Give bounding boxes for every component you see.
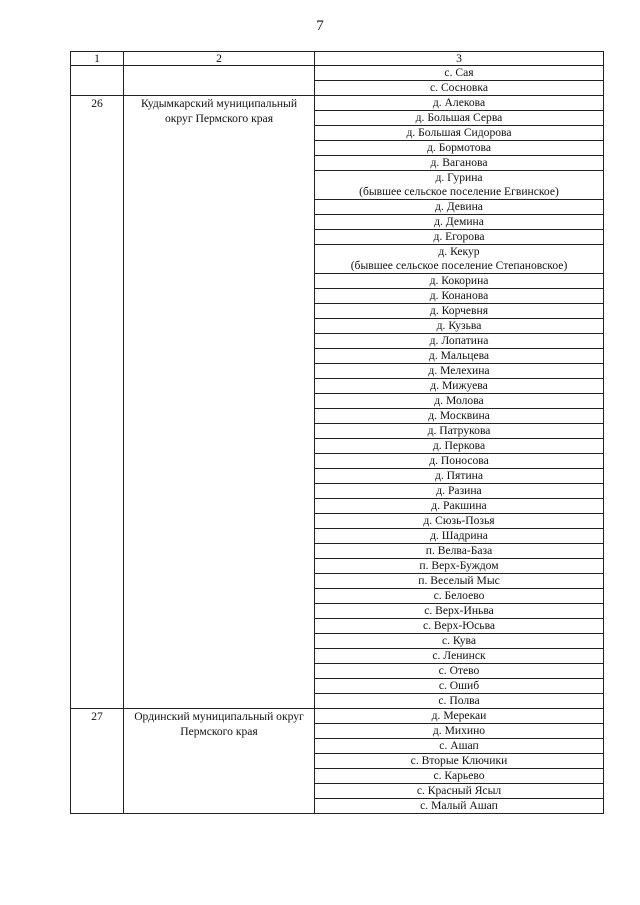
- settlement-cell: д. Мальцева: [315, 349, 604, 364]
- settlement-cell: д. Разина: [315, 484, 604, 499]
- settlement-cell: д. Большая Сидорова: [315, 126, 604, 141]
- row-number: 27: [71, 709, 124, 814]
- settlement-cell: д. Молова: [315, 394, 604, 409]
- settlement-cell: с. Отево: [315, 664, 604, 679]
- settlement-cell: д. Патрукова: [315, 424, 604, 439]
- settlements-table: [70, 51, 604, 814]
- settlement-cell: д. Лопатина: [315, 334, 604, 349]
- table-row: [71, 96, 604, 111]
- district-name-empty: [124, 66, 315, 96]
- settlement-cell: д. Шадрина: [315, 529, 604, 544]
- settlement-cell: с. Ошиб: [315, 679, 604, 694]
- header-col-number: 1: [71, 52, 124, 66]
- settlement-cell: д. Девина: [315, 200, 604, 215]
- settlement-cell: с. Ленинск: [315, 649, 604, 664]
- settlement-cell: д. Перкова: [315, 439, 604, 454]
- settlement-cell: с. Верх-Юсьва: [315, 619, 604, 634]
- settlement-cell: д. Кокорина: [315, 274, 604, 289]
- settlement-cell: с. Карьево: [315, 769, 604, 784]
- settlement-cell: д. Алекова: [315, 96, 604, 111]
- district-name: Ординский муниципальный округ Пермского края: [124, 709, 315, 814]
- settlement-cell: д. Корчевня: [315, 304, 604, 319]
- row-number-empty: [71, 66, 124, 96]
- table-header: [71, 52, 604, 66]
- settlement-cell: д. Большая Серва: [315, 111, 604, 126]
- settlement-cell: д. Конанова: [315, 289, 604, 304]
- settlement-cell: п. Велва-База: [315, 544, 604, 559]
- settlement-cell: д. Пятина: [315, 469, 604, 484]
- header-row: [71, 52, 604, 66]
- settlement-cell: д. Мерекаи: [315, 709, 604, 724]
- settlement-cell: п. Верх-Буждом: [315, 559, 604, 574]
- settlement-cell: п. Веселый Мыс: [315, 574, 604, 589]
- settlement-cell: с. Полва: [315, 694, 604, 709]
- settlement-cell: д. Бормотова: [315, 141, 604, 156]
- header-col-district: 2: [124, 52, 315, 66]
- header-col-settlement: 3: [315, 52, 604, 66]
- settlement-cell: с. Вторые Ключики: [315, 754, 604, 769]
- settlement-cell: д. Мижуева: [315, 379, 604, 394]
- district-name: Кудымкарский муниципальный округ Пермского края: [124, 96, 315, 709]
- table-row: [71, 66, 604, 81]
- table-body: [71, 66, 604, 814]
- settlement-cell: с. Верх-Иньва: [315, 604, 604, 619]
- page-number: 7: [316, 18, 324, 34]
- settlement-cell: д. Сюзь-Позья: [315, 514, 604, 529]
- settlement-cell: д. Гурина (бывшее сельское поселение Егвинское): [315, 171, 604, 200]
- settlement-cell: д. Демина: [315, 215, 604, 230]
- settlement-cell: с. Ашап: [315, 739, 604, 754]
- settlement-cell: с. Красный Ясыл: [315, 784, 604, 799]
- settlement-cell: с. Кува: [315, 634, 604, 649]
- settlement-cell: с. Сосновка: [315, 81, 604, 96]
- settlement-cell: д. Мелехина: [315, 364, 604, 379]
- settlement-cell: д. Михино: [315, 724, 604, 739]
- settlement-cell: д. Егорова: [315, 230, 604, 245]
- settlement-cell: с. Сая: [315, 66, 604, 81]
- settlement-cell: д. Москвина: [315, 409, 604, 424]
- table-row: [71, 709, 604, 724]
- settlement-cell: д. Ракшина: [315, 499, 604, 514]
- settlement-cell: с. Малый Ашап: [315, 799, 604, 814]
- settlement-cell: д. Ваганова: [315, 156, 604, 171]
- settlement-cell: д. Поносова: [315, 454, 604, 469]
- settlement-cell: с. Белоево: [315, 589, 604, 604]
- settlement-cell: д. Кекур (бывшее сельское поселение Степановское): [315, 245, 604, 274]
- settlement-cell: д. Кузьва: [315, 319, 604, 334]
- row-number: 26: [71, 96, 124, 709]
